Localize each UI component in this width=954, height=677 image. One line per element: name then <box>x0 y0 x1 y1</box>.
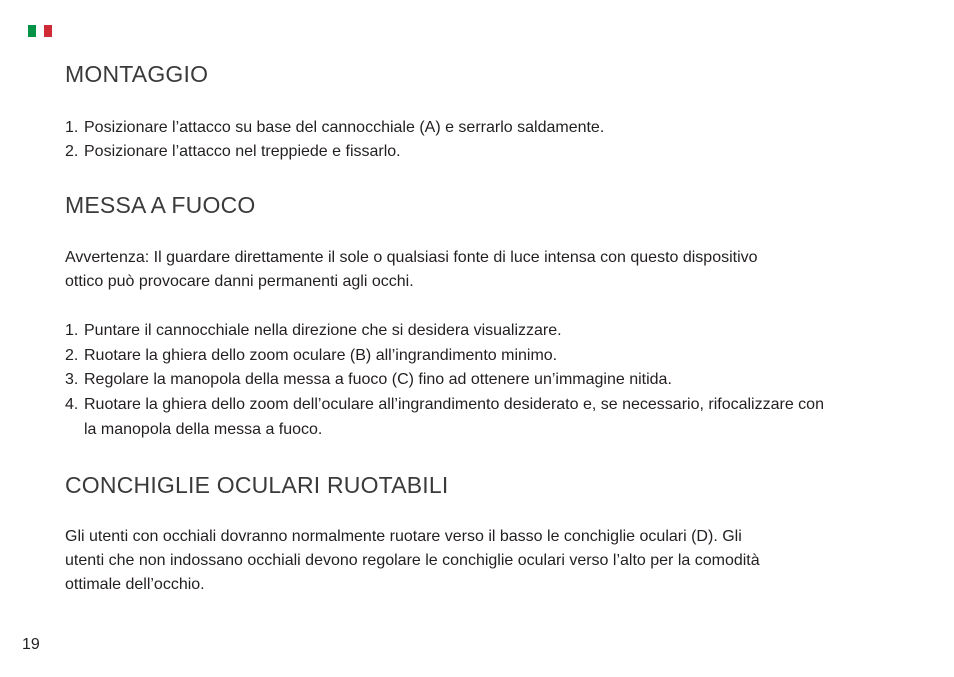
step-text: Posizionare l’attacco su base del cannocchiale (A) e serrarlo saldamente. <box>84 119 605 136</box>
step-number: 3. <box>65 371 79 388</box>
conchiglie-line-2: utenti che non indossano occhiali devono regolare le conchiglie oculari verso l’alto per la comodità <box>65 552 760 569</box>
conchiglie-line-1: Gli utenti con occhiali dovranno normalmente ruotare verso il basso le conchiglie oculari (D). Gli <box>65 528 742 545</box>
italian-flag-icon <box>28 25 52 37</box>
heading-montaggio: MONTAGGIO <box>65 61 209 87</box>
conchiglie-line-3: ottimale dell’occhio. <box>65 576 205 593</box>
fuoco-step-4 <box>65 393 825 442</box>
step-number: 2. <box>65 347 79 364</box>
montaggio-step-2 <box>65 140 885 165</box>
flag-stripe-white <box>36 25 44 37</box>
step-text: Ruotare la ghiera dello zoom dell’oculare all’ingrandimento desiderato e, se necessario, rifocalizzare con la manopola della messa a fuoco. <box>84 396 824 438</box>
step-number: 1. <box>65 119 79 136</box>
page-number: 19 <box>22 636 40 653</box>
step-number: 2. <box>65 143 79 160</box>
flag-stripe-green <box>28 25 36 37</box>
step-number: 1. <box>65 322 79 339</box>
fuoco-step-1 <box>65 319 885 344</box>
step-text: Puntare il cannocchiale nella direzione che si desidera visualizzare. <box>84 322 562 339</box>
heading-messa-a-fuoco: MESSA A FUOCO <box>65 192 256 218</box>
warning-line-1: Avvertenza: Il guardare direttamente il sole o qualsiasi fonte di luce intensa con questo dispositivo <box>65 249 758 266</box>
heading-conchiglie: CONCHIGLIE OCULARI RUOTABILI <box>65 472 449 498</box>
flag-stripe-red <box>44 25 52 37</box>
step-number: 4. <box>65 396 79 413</box>
step-text: Posizionare l’attacco nel treppiede e fissarlo. <box>84 143 401 160</box>
fuoco-step-2 <box>65 344 885 369</box>
step-text: Regolare la manopola della messa a fuoco (C) fino ad ottenere un’immagine nitida. <box>84 371 672 388</box>
warning-line-2: ottico può provocare danni permanenti agli occhi. <box>65 273 414 290</box>
fuoco-step-3 <box>65 368 885 393</box>
step-text: Ruotare la ghiera dello zoom oculare (B) all’ingrandimento minimo. <box>84 347 558 364</box>
montaggio-step-1 <box>65 116 885 141</box>
